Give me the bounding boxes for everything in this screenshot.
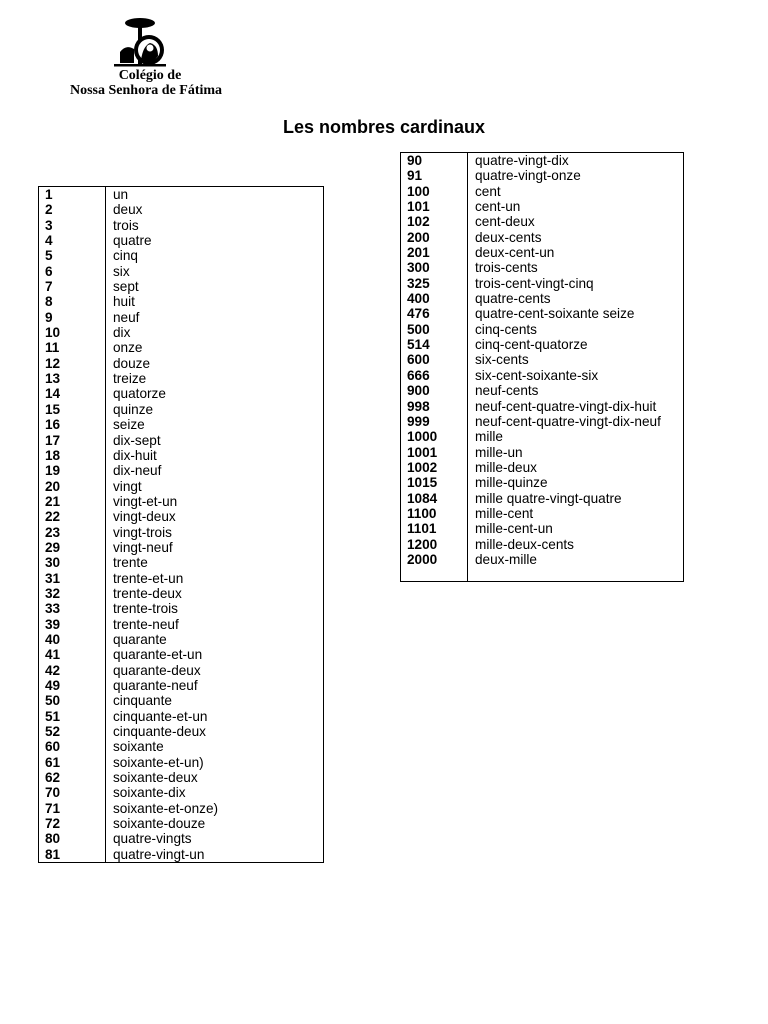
table-row [401,260,684,275]
word-cell: deux-cents [475,229,542,245]
word-cell: six-cent-soixante-six [475,367,599,383]
table-row [39,770,324,785]
table-row [39,402,324,417]
table-row [39,433,324,448]
number-cell: 1100 [401,506,468,521]
word-cell: quarante [113,631,167,647]
number-cell: 23 [39,525,106,540]
number-cell: 50 [39,693,106,708]
word-cell: six-cents [475,352,529,368]
table-row [401,337,684,352]
table-row [401,506,684,521]
word-cell: quatre-vingt-onze [475,168,581,184]
number-cell: 201 [401,245,468,260]
number-cell: 91 [401,168,468,183]
number-cell: 8 [39,294,106,309]
word-cell: soixante-douze [113,816,206,832]
number-cell: 39 [39,617,106,632]
word-cell: un [113,187,129,202]
table-row [39,310,324,325]
number-cell: 900 [401,383,468,398]
word-cell: quatre-vingt-un [113,846,205,862]
number-cell: 1001 [401,445,468,460]
number-cell: 17 [39,433,106,448]
number-cell: 15 [39,402,106,417]
table-row [39,801,324,816]
number-cell: 21 [39,494,106,509]
word-cell: huit [113,294,135,310]
number-cell: 1200 [401,537,468,552]
word-cell: quarante-neuf [113,678,198,693]
number-cell: 666 [401,368,468,383]
table-row-empty [401,567,684,582]
table-row [401,368,684,383]
table-row [39,356,324,371]
number-cell: 4 [39,233,106,248]
table-row [39,294,324,309]
number-cell: 13 [39,371,106,386]
table-row [39,571,324,586]
table-row [39,555,324,570]
word-cell: trente-neuf [113,616,179,632]
table-row [401,230,684,245]
number-cell: 9 [39,310,106,325]
number-cell: 62 [39,770,106,785]
word-cell: mille-cent-un [475,521,553,537]
table-row [401,491,684,506]
number-cell: 100 [401,184,468,199]
word-cell: vingt-trois [113,524,172,540]
table-row [401,291,684,306]
number-cell: 2000 [401,552,468,567]
school-emblem-icon [112,16,168,70]
number-cell: 514 [401,337,468,352]
word-cell: soixante-et-un) [113,754,204,770]
number-cell: 42 [39,663,106,678]
table-row [39,340,324,355]
word-cell: quatre-cent-soixante seize [475,306,635,322]
word-cell: cinquante-deux [113,724,206,740]
word-cell: mille-deux [475,459,537,475]
number-cell: 41 [39,647,106,662]
table-row [401,399,684,414]
table-row [401,445,684,460]
table-row [39,371,324,386]
number-cell: 40 [39,632,106,647]
number-cell: 400 [401,291,468,306]
number-cell: 101 [401,199,468,214]
table-row [39,785,324,800]
word-cell: neuf-cent-quatre-vingt-dix-neuf [475,413,661,429]
table-row [401,429,684,444]
table-row [39,187,324,203]
number-cell: 19 [39,463,106,478]
word-cell: quatre-vingts [113,831,192,847]
table-row [39,724,324,739]
number-cell: 600 [401,352,468,367]
number-cell: 3 [39,218,106,233]
number-cell: 7 [39,279,106,294]
number-cell: 1084 [401,491,468,506]
word-cell: trente-et-un [113,570,184,586]
table-row [39,325,324,340]
word-cell: mille-deux-cents [475,536,574,552]
table-row [401,414,684,429]
word-cell: soixante-deux [113,770,198,786]
word-cell: mille-cent [475,505,534,521]
table-row [401,352,684,367]
number-cell: 51 [39,709,106,724]
number-cell: 52 [39,724,106,739]
word-cell: dix-huit [113,447,157,463]
number-cell: 33 [39,601,106,616]
table-row [401,306,684,321]
table-row [401,460,684,475]
logo-text-line1: Colégio de [118,68,182,83]
numbers-table-right [400,152,684,582]
table-row [39,463,324,478]
logo-text-line2: Nossa Senhora de Fátima [70,83,223,98]
number-cell: 18 [39,448,106,463]
word-cell: trois [113,217,139,233]
word-cell: dix-sept [113,432,161,448]
word-cell: quatre [113,233,152,249]
word-cell: neuf-cents [475,383,539,399]
table-row [39,448,324,463]
word-cell: treize [113,371,147,387]
word-cell: soixante-dix [113,785,186,801]
table-row [401,153,684,169]
word-cell: trente-deux [113,585,182,601]
word-cell: vingt-et-un [113,493,178,509]
number-cell: 11 [39,340,106,355]
table-row [39,494,324,509]
word-cell: cinq-cent-quatorze [475,337,588,353]
table-row [39,831,324,846]
word-cell: deux [113,202,143,218]
word-cell: vingt [113,478,142,494]
number-cell: 300 [401,260,468,275]
number-cell: 31 [39,571,106,586]
word-cell: trente [113,555,148,571]
number-cell: 14 [39,386,106,401]
table-row [39,693,324,708]
table-row [401,276,684,291]
table-row [39,202,324,217]
number-cell: 325 [401,276,468,291]
table-row [39,279,324,294]
table-row [39,709,324,724]
number-cell: 6 [39,264,106,279]
word-cell: trois-cents [475,260,538,276]
table-row [39,663,324,678]
word-cell: cent-un [475,199,521,215]
word-cell: cent [475,183,501,199]
number-cell: 70 [39,785,106,800]
table-row [39,632,324,647]
word-cell: douze [113,355,151,371]
word-cell: cinquante [113,693,172,709]
word-cell: deux-cent-un [475,245,555,261]
table-row [39,386,324,401]
table-row [39,586,324,601]
number-cell: 5 [39,248,106,263]
number-cell: 90 [401,153,468,169]
word-cell: seize [113,417,145,433]
table-row [401,322,684,337]
word-cell: neuf-cent-quatre-vingt-dix-huit [475,398,657,414]
word-cell: vingt-deux [113,509,176,525]
number-cell: 71 [39,801,106,816]
word-cell: deux-mille [475,551,537,567]
number-cell: 476 [401,306,468,321]
number-cell: 200 [401,230,468,245]
table-row [401,184,684,199]
number-cell: 81 [39,847,106,863]
number-cell: 2 [39,202,106,217]
number-cell: 1000 [401,429,468,444]
number-cell: 16 [39,417,106,432]
number-cell: 32 [39,586,106,601]
word-cell: sept [113,279,139,295]
number-cell: 1002 [401,460,468,475]
table-row [401,552,684,567]
word-cell: quarante-et-un [113,647,203,663]
word-cell: neuf [113,309,140,325]
number-cell: 998 [401,399,468,414]
table-row [39,417,324,432]
number-cell: 1015 [401,475,468,490]
number-cell: 22 [39,509,106,524]
word-cell: mille-quinze [475,475,548,491]
page-title: Les nombres cardinaux [282,117,486,137]
table-row [39,248,324,263]
table-row [401,537,684,552]
word-cell: cinq [113,248,138,264]
school-logo [70,16,270,102]
table-row [39,617,324,632]
word-cell: quatre-cents [475,291,551,307]
table-row [39,647,324,662]
table-row [39,816,324,831]
number-cell: 60 [39,739,106,754]
numbers-table-left [38,186,324,863]
table-row [401,168,684,183]
table-row [39,218,324,233]
word-cell: cent-deux [475,214,535,230]
number-cell: 49 [39,678,106,693]
word-cell: trente-trois [113,601,178,617]
table-row [39,540,324,555]
word-cell: dix [113,325,131,341]
word-cell: quatre-vingt-dix [475,153,569,168]
word-cell: quarante-deux [113,662,201,678]
word-cell: mille quatre-vingt-quatre [475,490,622,506]
table-row [401,383,684,398]
table-row [39,678,324,693]
table-row [401,199,684,214]
number-cell: 30 [39,555,106,570]
word-cell: cinquante-et-un [113,708,208,724]
table-row [39,233,324,248]
table-row [39,755,324,770]
number-cell: 80 [39,831,106,846]
word-cell: soixante [113,739,164,755]
number-cell: 61 [39,755,106,770]
table-row [401,214,684,229]
number-cell: 500 [401,322,468,337]
word-cell: dix-neuf [113,463,162,479]
word-cell: soixante-et-onze) [113,800,219,816]
table-row [39,847,324,863]
number-cell: 72 [39,816,106,831]
number-cell: 1101 [401,521,468,536]
table-row [39,479,324,494]
word-cell: quatorze [113,386,166,402]
word-cell: onze [113,340,143,356]
number-cell: 999 [401,414,468,429]
table-row [401,475,684,490]
word-cell: cinq-cents [475,321,537,337]
number-cell: 12 [39,356,106,371]
table-row [39,739,324,754]
number-cell: 102 [401,214,468,229]
word-cell: quinze [113,401,154,417]
table-row [39,264,324,279]
word-cell: mille [475,429,503,445]
number-cell: 1 [39,187,106,203]
table-row [39,601,324,616]
number-cell: 10 [39,325,106,340]
number-cell: 20 [39,479,106,494]
word-cell: six [113,263,130,279]
word-cell: vingt-neuf [113,539,173,555]
table-row [39,525,324,540]
table-row [39,509,324,524]
word-cell: trois-cent-vingt-cinq [475,275,594,291]
table-row [401,521,684,536]
word-cell: mille-un [475,444,523,460]
number-cell: 29 [39,540,106,555]
table-row [401,245,684,260]
